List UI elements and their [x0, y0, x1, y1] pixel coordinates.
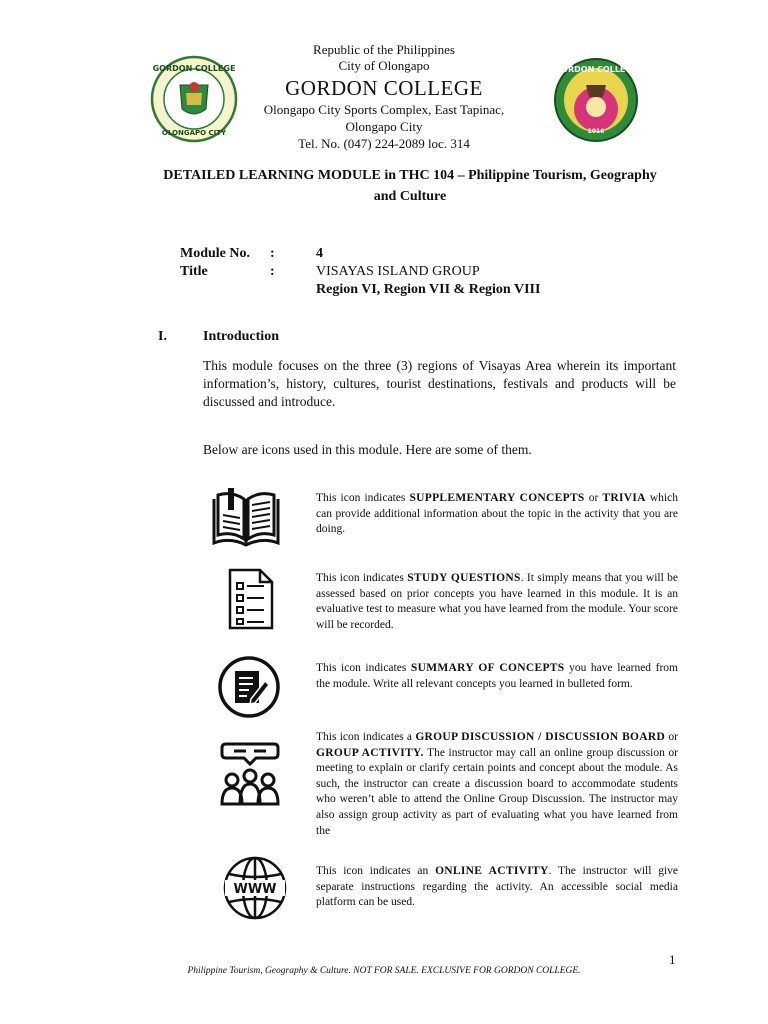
- icon-desc-rest: The instructor may call an online group discussion or meeting to explain or clarify certain points and concept about the module. As such, the instructor can create a discussion board to accommodate students who weren’t able to attend the Online Group Discussion. The instructor may also assign group activity as part of evaluating what you have learned from the: [316, 746, 678, 837]
- title-value-2: Region VI, Region VII & Region VIII: [316, 282, 541, 297]
- icon-desc-keyword: SUMMARY OF CONCEPTS: [410, 662, 565, 674]
- icon-desc-prefix: This icon indicates: [316, 572, 408, 584]
- header-address-2: Olongapo City: [345, 119, 423, 134]
- module-title: [140, 165, 680, 207]
- supplementary-concepts-description: [316, 491, 678, 538]
- icon-desc-keyword: SUPPLEMENTARY CONCEPTS: [409, 492, 585, 504]
- module-title-line-1: DETAILED LEARNING MODULE in THC 104 – Philippine Tourism, Geography: [163, 168, 657, 183]
- module-number-label: Module No.: [180, 246, 250, 261]
- checklist-document-icon: [228, 568, 300, 640]
- globe-www-label: WWW: [233, 882, 277, 897]
- page-footer: Philippine Tourism, Geography & Culture. NOT FOR SALE. EXCLUSIVE FOR GORDON COLLEGE.: [187, 966, 581, 976]
- title-colon: :: [270, 264, 275, 279]
- icon-desc-keyword: GROUP DISCUSSION / DISCUSSION BOARD: [415, 731, 666, 743]
- module-title-line-2: and Culture: [373, 189, 447, 204]
- header-republic: Republic of the Philippines: [313, 42, 455, 57]
- icon-desc-prefix: This icon indicates: [316, 662, 411, 674]
- icon-desc-rest: . It simply means that you will be assessed based on prior concepts you have learned in this module. It is an evaluative test to measure what you have learned from the module. Your score will be recorded.: [316, 572, 678, 631]
- header-city: City of Olongapo: [338, 58, 430, 73]
- icon-desc-prefix: This icon indicates a: [316, 731, 416, 743]
- section-number: I.: [158, 329, 167, 344]
- icon-desc-connector: or: [584, 492, 603, 504]
- svg-text:GORDON COLLEGE: GORDON COLLEGE: [554, 65, 638, 74]
- icon-desc-keyword: STUDY QUESTIONS: [407, 572, 521, 584]
- icon-desc-rest: which can provide additional information about the topic in the activity that you are doing.: [316, 492, 678, 536]
- svg-text:GORDON COLLEGE: GORDON COLLEGE: [152, 64, 236, 73]
- icon-desc-prefix: This icon indicates an: [316, 865, 436, 877]
- online-globe-icon: [221, 852, 289, 924]
- section-heading: Introduction: [203, 329, 279, 344]
- group-discussion-icon: [218, 742, 290, 814]
- icon-desc-keyword-2: TRIVIA: [602, 492, 646, 504]
- title-value-1: VISAYAS ISLAND GROUP: [316, 264, 480, 279]
- study-questions-description: [316, 571, 678, 633]
- summary-note-icon: [217, 655, 289, 727]
- group-discussion-description: [316, 730, 678, 839]
- introduction-paragraph: This module focuses on the three (3) regions of Visayas Area wherein its important information’s, history, cultures, tourist destinations, festivals and products will be discussed and introduce.: [203, 358, 676, 409]
- icons-intro-text: Below are icons used in this module. Here are some of them.: [203, 442, 532, 457]
- page-number: 1: [669, 952, 676, 967]
- svg-text:OLONGAPO CITY: OLONGAPO CITY: [161, 129, 227, 137]
- module-number-colon: :: [270, 246, 275, 261]
- header-address-1: Olongapo City Sports Complex, East Tapinac,: [263, 102, 505, 117]
- icon-desc-keyword-2: GROUP ACTIVITY.: [316, 746, 424, 759]
- college-name: GORDON COLLEGE: [285, 76, 483, 100]
- icon-desc-connector: or: [665, 731, 678, 743]
- icon-desc-prefix: This icon indicates: [316, 492, 410, 504]
- icon-desc-keyword: ONLINE ACTIVITY: [435, 865, 549, 877]
- module-number-value: 4: [316, 246, 323, 261]
- summary-of-concepts-description: [316, 661, 678, 692]
- title-label: Title: [180, 264, 208, 279]
- open-book-icon: [210, 485, 282, 557]
- header-telephone: Tel. No. (047) 224-2089 loc. 314: [298, 136, 470, 151]
- online-activity-description: [316, 864, 678, 911]
- svg-text:2016: 2016: [587, 128, 605, 135]
- icon-desc-rest: . The instructor will give separate instructions regarding the activity. An accessible social media platform can be used.: [316, 865, 678, 909]
- icon-desc-rest: you have learned from the module. Write all relevant concepts you learned in bulleted form.: [316, 662, 679, 690]
